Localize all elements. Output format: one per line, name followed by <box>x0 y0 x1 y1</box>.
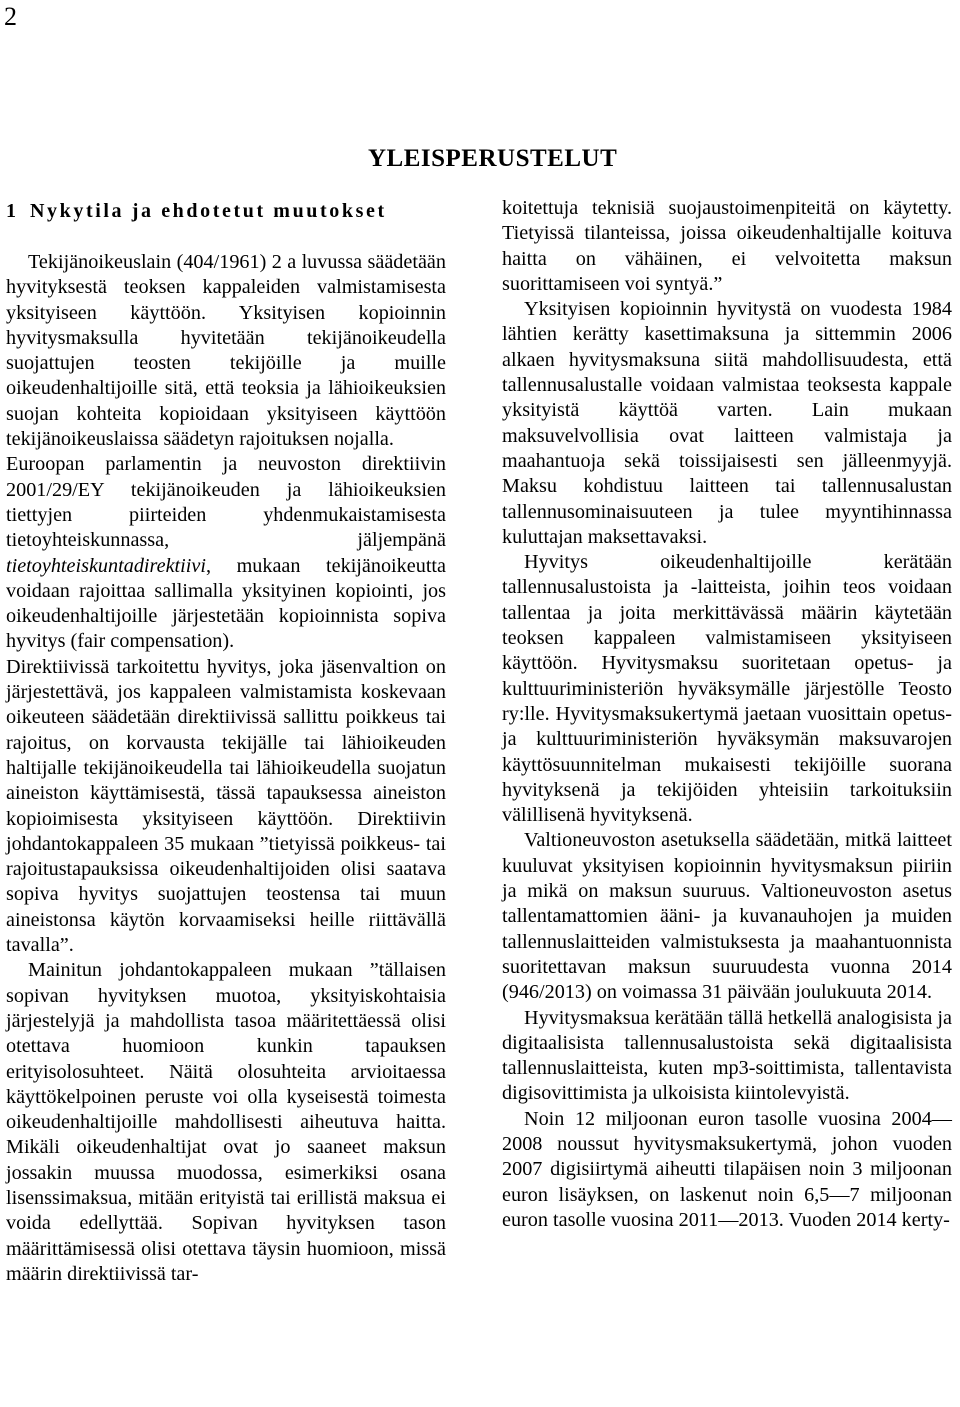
paragraph <box>6 452 446 654</box>
page-number: 2 <box>4 2 17 31</box>
section-number: 1 <box>6 200 16 222</box>
paragraph-text: , mukaan tekijänoikeutta voidaan rajoittaa sallimalla yksityinen kopiointi, jos oikeudenhaltijoille järjestetään kopioinnista sopiva hyvitys (fair compensation). <box>6 554 446 653</box>
paragraph: Tekijänoikeuslain (404/1961) 2 a luvussa säädetään hyvityksestä teoksen kappaleiden valmistamisesta yksityiseen käyttöön. Yksityisen kopioinnin hyvitysmaksulla hyvitetään tekijänoikeudella suojattujen teosten tekijöille ja muille oikeudenhaltijoille sitä, että teoksia ja lähioikeuksien suojan kohteita kopioidaan yksityiseen käyttöön tekijänoikeuslaissa säädetyn rajoituksen nojalla. <box>6 251 446 451</box>
paragraph: Valtioneuvoston asetuksella säädetään, mitkä laitteet kuuluvat yksityisen kopioinnin hyvitysmaksun piiriin ja mikä on maksun suuruus. Valtioneuvoston asetus tallentamattomien ääni- ja kuvanauhojen ja muiden tallennuslaitteiden valmistuksesta ja maahantuonnista suoritettavan maksun suuruudesta vuonna 2014 (946/2013) on voimassa 31 päivään joulukuuta 2014. <box>502 829 952 1004</box>
paragraph-text: Euroopan parlamentin ja neuvoston direktiivin 2001/29/EY tekijänoikeuden ja lähioikeuksien tiettyjen piirteiden yhdenmukaistamisesta tietoyhteiskunnassa, jäljempänä <box>6 453 446 552</box>
paragraph: koitettuja teknisiä suojaustoimenpiteitä on käytetty. Tietyissä tilanteissa, joissa oikeudenhaltijalle koituva haitta on vähäinen, ei velvoitetta maksun suorittamiseen voi syntyä.” <box>502 197 952 295</box>
left-column <box>6 196 446 1287</box>
paragraph: Mainitun johdantokappaleen mukaan ”tällaisen sopivan hyvityksen muotoa, yksityiskohtaisia järjestelyjä ja mahdollista tasoa määritettäessä olisi otettava huomioon kunkin tapauksen erityisolosuhteet. Näitä olosuhteita arvioitaessa käyttökelpoinen peruste voi olla kyseisestä toimesta oikeudenhaltijoille mahdollisesti aiheutuva haitta. Mikäli oikeudenhaltijat ovat jo saaneet maksun jossakin muussa muodossa, esimerkiksi osana lisenssimaksua, mitään erityistä tai erillistä maksua ei voida edellyttää. Sopivan hyvityksen tason määrittämisessä olisi otettava täysin huomioon, missä määrin direktiivissä tar- <box>6 959 446 1285</box>
paragraph: Noin 12 miljoonan euron tasolle vuosina 2004—2008 noussut hyvitysmaksukertymä, johon vuoden 2007 digisiirtymä aiheutti tilapäisen noin 3 miljoonan euron lisäyksen, on laskenut noin 6,5—7 miljoonan euron tasolle vuosina 2011—2013. Vuoden 2014 kerty- <box>502 1107 952 1231</box>
paragraph: Direktiivissä tarkoitettu hyvitys, joka jäsenvaltion on järjestettävä, jos kappaleen valmistamista koskevaan oikeuteen säädetään direktiivissä sallittu poikkeus tai rajoitus, on korvausta tekijälle tai lähioikeuden haltijalle tekijänoikeudella tai lähioikeudella suojatun aineiston käyttämisestä, tässä tapauksessa aineiston kopioimisesta yksityiseen käyttöön. Direktiivin johdantokappaleen 35 mukaan ”tietyissä poikkeus- tai rajoitustapauksissa oikeudenhaltijoiden olisi saatava sopiva hyvitys suojattujen teostensa tai muun aineistonsa käytön korvaamiseksi heille riittävällä tavalla”. <box>6 655 446 957</box>
paragraph: Hyvitysmaksua kerätään tällä hetkellä analogisista ja digitaalisista tallennusalustoista sekä digitaalisista tallennuslaitteista, kuten mp3-soittimista, tallentavista digisovittimista ja ulkoisista kiintolevyistä. <box>502 1006 952 1105</box>
right-column <box>502 196 952 1233</box>
defined-term: tietoyhteiskuntadirektiivi <box>6 554 206 577</box>
paragraph: Yksityisen kopioinnin hyvitystä on vuodesta 1984 lähtien kerätty kasettimaksuna ja sittemmin 2006 alkaen hyvitysmaksuna siitä mahdollisuudesta, että tallennusalustalle voidaan valmistaa teoksesta kappale yksityistä käyttöä varten. Lain mukaan maksuvelvollisia ovat laitteen valmistaja ja maahantuoja sekä toissijaisesti sen jälleenmyyjä. Maksu kohdistuu laitteen tai tallennusalustan tallennusominaisuuteen ja tulee myyntihinnassa kuluttajan maksettavaksi. <box>502 298 952 548</box>
section-heading <box>6 196 446 226</box>
page-title: YLEISPERUSTELUT <box>368 145 618 172</box>
section-title: Nykytila ja ehdotetut muutokset <box>30 200 387 222</box>
paragraph: Hyvitys oikeudenhaltijoille kerätään tallennusalustoista ja -laitteista, joihin teos voidaan tallentaa ja joita merkittävässä määrin käytetään teoksen kappaleen valmistamiseen yksityiseen käyttöön. Hyvitysmaksu suoritetaan opetus- ja kulttuuriministeriön hyväksymälle järjestölle Teosto ry:lle. Hyvitysmaksukertymä jaetaan vuosittain opetus- ja kulttuuriministeriön hyväksymän maksuvarojen käyttösuunnitelman mukaisesti tekijöille suorana hyvityksenä ja tekijöiden yhteisiin tarkoituksiin välillisenä hyvityksenä. <box>502 551 952 827</box>
